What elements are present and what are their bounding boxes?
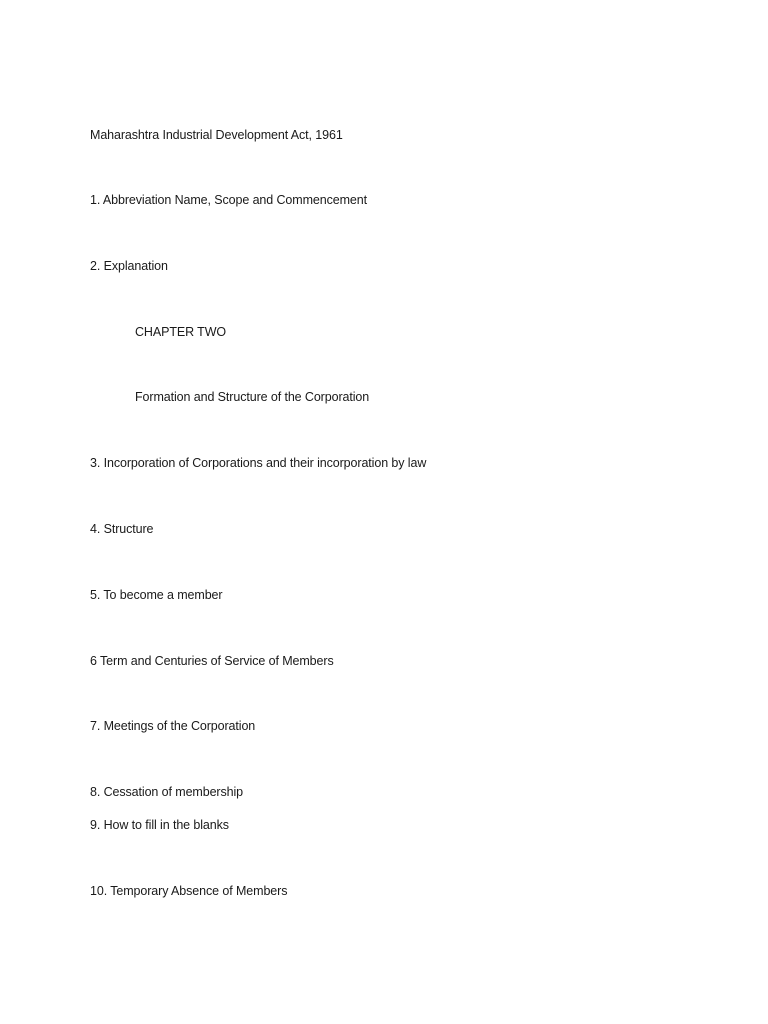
section-9-heading: 9. How to fill in the blanks — [90, 818, 229, 832]
chapter-subheading: Formation and Structure of the Corporation — [135, 390, 370, 404]
section-8-heading: 8. Cessation of membership — [90, 785, 244, 799]
section-4-heading: 4. Structure — [90, 522, 154, 536]
chapter-heading: CHAPTER TWO — [135, 325, 227, 339]
section-2-heading: 2. Explanation — [90, 259, 168, 273]
section-1-heading: 1. Abbreviation Name, Scope and Commencement — [90, 193, 368, 207]
section-7-heading: 7. Meetings of the Corporation — [90, 719, 256, 733]
section-5-heading: 5. To become a member — [90, 588, 223, 602]
section-10-heading: 10. Temporary Absence of Members — [90, 884, 288, 898]
section-3-heading: 3. Incorporation of Corporations and their incorporation by law — [90, 456, 427, 470]
section-6-heading: 6 Term and Centuries of Service of Members — [90, 654, 334, 668]
document-title: Maharashtra Industrial Development Act, 1961 — [90, 128, 343, 142]
